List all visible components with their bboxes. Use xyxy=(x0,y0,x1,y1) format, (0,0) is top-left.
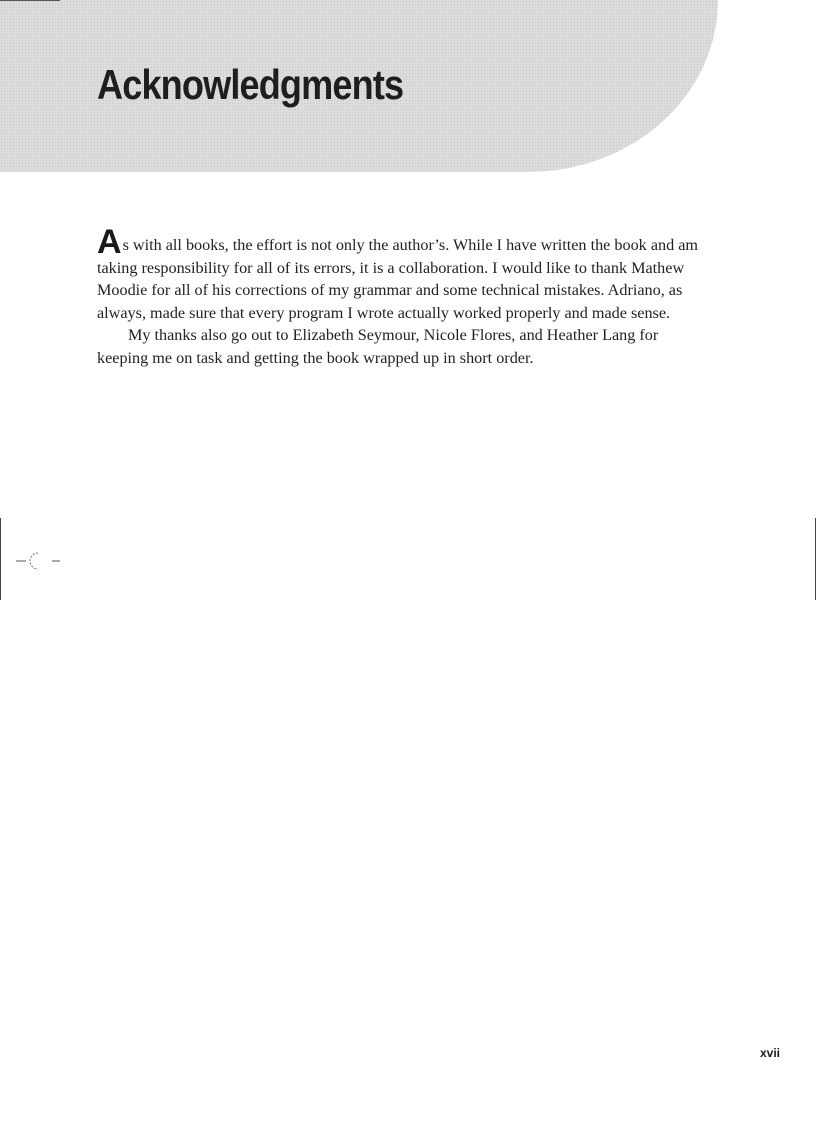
paragraph-1 xyxy=(97,223,707,324)
chapter-title: Acknowledgments xyxy=(97,61,404,108)
drop-cap: A xyxy=(97,223,122,261)
top-rule xyxy=(0,0,60,1)
body-text xyxy=(97,223,707,370)
paragraph-2: My thanks also go out to Elizabeth Seymour, Nicole Flores, and Heather Lang for keeping me on task and getting the book wrapped up in short order. xyxy=(97,326,659,367)
page-number: xvii xyxy=(759,1046,780,1060)
registration-mark-icon xyxy=(16,550,62,576)
paragraph-1-text: s with all books, the effort is not only the author’s. While I have written the book and am taking responsibility for all of its errors, it is a collaboration. I would like to thank Mathew Moodie for all of his corrections of my grammar and some technical mistakes. Adriano, as always, made sure that every program I wrote actually worked properly and made sense. xyxy=(97,236,699,322)
crop-mark-left xyxy=(0,518,1,600)
